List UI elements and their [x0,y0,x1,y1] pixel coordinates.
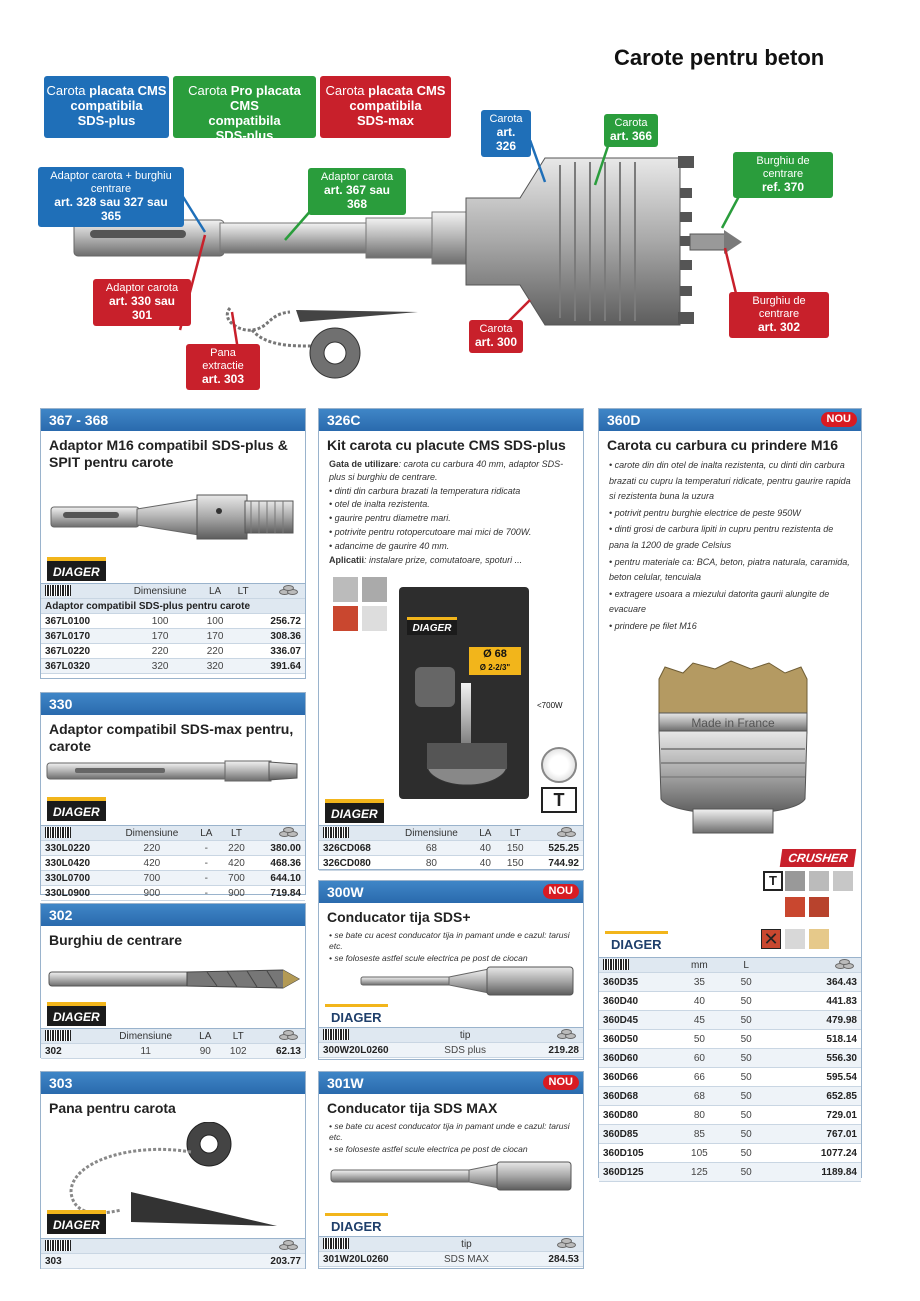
barcode-icon [45,827,71,838]
table-row: 360D68 68 50 652.85 [599,1087,861,1106]
product-bar: 300W NOU [319,881,583,903]
callout-art-326: Carota art. 326 [481,110,531,157]
new-badge: NOU [821,412,857,427]
centre-drill-image [47,964,301,994]
callout-art-367: Adaptor carota art. 367 sau 368 [308,168,406,215]
new-badge: NOU [543,884,579,899]
product-title: Pana pentru carota [49,1100,176,1116]
diager-logo: DIAGER [47,1006,106,1026]
table-row: 360D60 60 50 556.30 [599,1049,861,1068]
table-row: 360D35 35 50 364.43 [599,973,861,992]
table-row: 367L0100 100 100 256.72 [41,614,305,629]
product-326C [318,408,584,870]
price-coins-icon [277,1240,301,1251]
product-301W [318,1071,584,1269]
kit-contents-icon [407,647,523,795]
hammer-mode-icon: T [763,871,783,891]
concrete-block-icon [809,871,829,891]
table-row: 330L0900 900 - 900 719.84 [41,886,305,901]
product-303 [40,1071,306,1269]
stone-icon [362,606,387,631]
table-row: 360D105 105 50 1077.24 [599,1144,861,1163]
diager-logo: DIAGER [47,1214,106,1234]
diager-logo: DIAGER [47,561,106,581]
barcode-icon [323,827,349,838]
table-row: 360D80 80 50 729.01 [599,1106,861,1125]
diameter-label: Ø 68 Ø 2-2/3" [469,647,521,675]
product-description: • carote din din otel de inalta rezistenta, cu dinti din carbura brazati cu cupru la temperaturi ridicate, pentru gaurire rapida si rezistenta buna la uzura • potrivit pentru burghie electrice de peste 950W • dinti grosi de carbura lipiti in cupru pentru rezistenta de pana la 1200 de grade Celsius • pentru materiale ca: BCA, beton, piatra naturala, caramida, beton celular, tencuiala • extragere usoara a miezului datorita gaurii alungite de evacuare • prindere pe filet M16 [609,460,851,631]
material-icons [333,577,389,633]
product-bar: 326C [319,409,583,431]
table-row: 326CD068 68 40 150 525.25 [319,841,583,856]
table-row: 360D45 45 50 479.98 [599,1011,861,1030]
engraved-text: Made in France [691,716,775,730]
stone-icon [833,871,853,891]
table-row: 367L0320 320 320 391.64 [41,659,305,674]
france-badge-icon [541,747,577,783]
product-title: Adaptor compatibil SDS-max pentru, carote [49,721,294,754]
tag-pro-cms-sds-plus: Carota Pro placata CMS compatibila SDS-plus [173,76,316,138]
table-row: 367L0220 220 220 336.07 [41,644,305,659]
table-row: 360D125 125 50 1189.84 [599,1163,861,1182]
price-table: mm L 360D35 35 50 364.43 360D40 40 50 441.83 360D45 45 50 479.98 360D50 50 50 518.14 360D60 60 50 556.30 360D66 66 50 595.54 360D68 68 50 652.85 360D80 80 50 729.01 360D85 85 50 767.01 360D105 105 50 1077.24 360D125 125 50 1189.84 [599,957,861,1182]
price-table: Dimensiune LA LT 330L0220 220 - 220 380.00 330L0420 420 - 420 468.36 330L0700 700 - 700 644.10 330L0900 900 - 900 719.84 [41,825,305,901]
price-coins-icon [277,1030,301,1041]
diager-logo: DIAGER [47,801,106,821]
product-description: • se bate cu acest conducator tija in pamant unde e cazul: tarusi etc. • se foloseste astfel scule electrica pe post de ciocan [329,1121,570,1154]
table-row: 300W20L0260 SDS plus 219.28 [319,1043,583,1058]
new-badge: NOU [543,1075,579,1090]
table-row: 330L0220 220 - 220 380.00 [41,841,305,856]
callout-art-328: Adaptor carota + burghiu centrare art. 328 sau 327 sau 365 [38,167,184,227]
product-title: Conducator tija SDS+ [327,909,471,925]
barcode-icon [45,1240,71,1251]
brick-icon [785,897,805,917]
price-table: Dimensiune LA LT 302 11 90 102 62.13 [41,1028,305,1059]
product-title: Conducator tija SDS MAX [327,1100,498,1116]
price-coins-icon [277,585,301,596]
price-table [41,1238,305,1269]
page-title: Carote pentru beton [614,45,825,70]
callout-art-302: Burghiu de centrare art. 302 [729,292,829,338]
product-367-368 [40,408,306,679]
callout-ref-370: Burghiu de centrare ref. 370 [733,152,833,198]
barcode-icon [323,1238,349,1249]
table-row: 360D85 85 50 767.01 [599,1125,861,1144]
barcode-icon [323,1029,349,1040]
rod-driver-sds-plus-image [359,961,579,1001]
price-table: tip 301W20L0260 SDS MAX 284.53 [319,1236,583,1267]
product-330 [40,692,306,899]
tag-cms-sds-max: Carota placata CMS compatibila SDS-max [320,76,451,138]
no-brick-icon: ✕ [761,929,781,949]
product-302 [40,903,306,1058]
tile-icon [785,929,805,949]
table-row: 367L0170 170 170 308.36 [41,629,305,644]
product-360D [598,408,862,1178]
product-title: Adaptor M16 compatibil SDS-plus & SPIT pentru carote [49,437,288,470]
table-row: 302 11 90 102 62.13 [41,1044,305,1059]
barcode-icon [603,959,629,970]
barcode-icon [45,585,71,596]
drill-power-label: <700W [537,701,563,710]
diager-logo: DIAGER [325,803,384,823]
hammer-mode-icon: T [541,787,577,813]
price-coins-icon [555,1238,579,1249]
price-table: Dimensiune LA LT Adaptor compatibil SDS-plus pentru carote 367L0100 100 100 256.72 367L0170 170 170 308.36 367L0220 220 220 336.07 367L0320 320 320 391.64 [41,583,305,674]
callout-art-330: Adaptor carota art. 330 sau 301 [93,279,191,326]
price-coins-icon [555,1029,579,1040]
adapter-sds-max-image [45,757,301,787]
carbide-core-bit-image [653,659,813,839]
price-coins-icon [277,827,301,838]
brick-icon [333,606,358,631]
product-title: Burghiu de centrare [49,932,183,948]
product-description: • se bate cu acest conducator tija in pamant unde e cazul: tarusi etc. • se foloseste astfel scule electrica pe post de ciocan [329,930,570,963]
callout-art-303: Pana extractie art. 303 [186,344,260,390]
diager-logo: DIAGER [605,934,668,954]
product-title: Kit carota cu placute CMS SDS-plus [327,437,566,453]
table-row: 326CD080 80 40 150 744.92 [319,856,583,871]
cinder-block-icon [785,871,805,891]
price-coins-icon [833,959,857,970]
product-bar: 303 [41,1072,305,1094]
crusher-logo: CRUSHER [780,849,857,867]
product-title: Carota cu carbura cu prindere M16 [607,437,839,453]
cinder-block-icon [362,577,387,602]
diager-logo: DIAGER [325,1216,388,1236]
callout-art-366: Carota art. 366 [604,114,658,147]
table-row: 360D40 40 50 441.83 [599,992,861,1011]
table-row: 360D50 50 50 518.14 [599,1030,861,1049]
plaster-icon [809,929,829,949]
rod-driver-sds-max-image [329,1156,579,1196]
price-table: tip 300W20L0260 SDS plus 219.28 [319,1027,583,1058]
kit-packaging-image: DIAGER Ø 68 Ø 2-2/3" [399,587,529,799]
concrete-block-icon [333,577,358,602]
callout-art-300: Carota art. 300 [469,320,523,353]
table-row: 301W20L0260 SDS MAX 284.53 [319,1252,583,1267]
table-row: 360D66 66 50 595.54 [599,1068,861,1087]
price-coins-icon [555,827,579,838]
diager-logo: DIAGER [325,1007,388,1027]
product-bar: 367 - 368 [41,409,305,431]
tag-cms-sds-plus: Carota placata CMS compatibila SDS-plus [44,76,169,138]
product-bar: 302 [41,904,305,926]
hollow-brick-icon [809,897,829,917]
product-bar: 330 [41,693,305,715]
product-bar: 301W NOU [319,1072,583,1094]
table-row: 330L0700 700 - 700 644.10 [41,871,305,886]
product-300W [318,880,584,1060]
table-row: 303 203.77 [41,1254,305,1269]
product-description: Gata de utilizare: carota cu carbura 40 mm, adaptor SDS-plus si burghiu de centrare. • dinti din carbura brazati la temperatura ridicata • otel de inalta rezistenta. • gaurire pentru diametre mari. • potrivite pentru rotopercutoare mai mici de 700W. • adancime de gaurire 40 mm. Aplicatii: instalare prize, comutatoare, spoturi ... [329,459,564,565]
product-bar: 360D NOU [599,409,861,431]
table-row: 330L0420 420 - 420 468.36 [41,856,305,871]
adapter-m16-image [49,479,299,554]
barcode-icon [45,1030,71,1041]
price-table: Dimensiune LA LT 326CD068 68 40 150 525.25 326CD080 80 40 150 744.92 [319,825,583,871]
